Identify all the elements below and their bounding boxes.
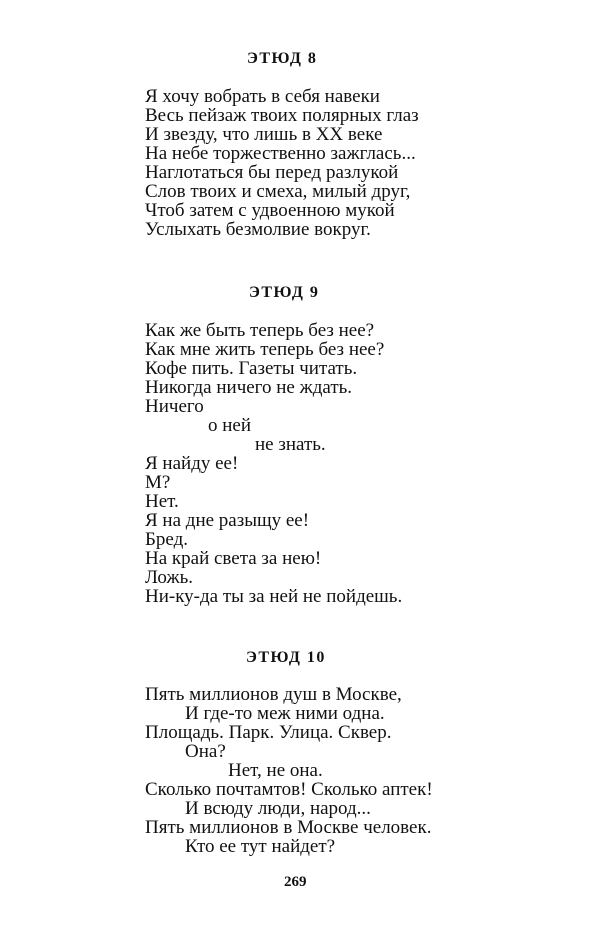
poem-line: Бред. — [145, 529, 189, 550]
poem-line: Я хочу вобрать в себя навеки — [145, 86, 380, 107]
poem-line: Нет. — [145, 491, 179, 512]
poem-line: Кто ее тут найдет? — [185, 836, 336, 857]
poem-line: Чтоб затем с удвоенною мукой — [145, 200, 395, 221]
poem-line: Ничего — [145, 396, 204, 417]
poem-line: о ней — [208, 415, 252, 436]
poem-line: Пять миллионов душ в Москве, — [145, 684, 402, 705]
poem-line: М? — [145, 472, 171, 493]
poem-line: Весь пейзаж твоих полярных глаз — [145, 105, 419, 126]
poem-line: Я найду ее! — [145, 453, 239, 474]
poem-line: И всюду люди, народ... — [185, 798, 371, 819]
poem-line: Площадь. Парк. Улица. Сквер. — [145, 722, 392, 743]
poem-line: Сколько почтамтов! Сколько аптек! — [145, 779, 433, 800]
poem-line: И звезду, что лишь в XX веке — [145, 124, 383, 145]
poem-line: Пять миллионов в Москве человек. — [145, 817, 432, 838]
poem-line: Ни-ку-да ты за ней не пойдешь. — [145, 586, 403, 607]
poem-line: И где-то меж ними одна. — [185, 703, 385, 724]
poem-line: Как мне жить теперь без нее? — [145, 339, 385, 360]
poem-title: ЭТЮД 8 — [247, 50, 318, 67]
poem-title: ЭТЮД 9 — [249, 284, 320, 301]
poem-line: Услыхать безмолвие вокруг. — [145, 219, 371, 240]
poem-line: не знать. — [255, 434, 326, 455]
poem-line: Никогда ничего не ждать. — [145, 377, 353, 398]
poem-line: Ложь. — [145, 567, 193, 588]
poem-line: Нет, не она. — [228, 760, 323, 781]
poem-line: Я на дне разыщу ее! — [145, 510, 310, 531]
page-number: 269 — [284, 874, 307, 890]
poem-line: Наглотаться бы перед разлукой — [145, 162, 399, 183]
poem-line: На край света за нею! — [145, 548, 322, 569]
poem-line: Слов твоих и смеха, милый друг, — [145, 181, 411, 202]
poem-line: Она? — [185, 741, 226, 762]
poem-line: Как же быть теперь без нее? — [145, 320, 375, 341]
poem-line: На небе торжественно зажглась... — [145, 143, 416, 164]
poem-title: ЭТЮД 10 — [246, 649, 326, 666]
poem-line: Кофе пить. Газеты читать. — [145, 358, 358, 379]
